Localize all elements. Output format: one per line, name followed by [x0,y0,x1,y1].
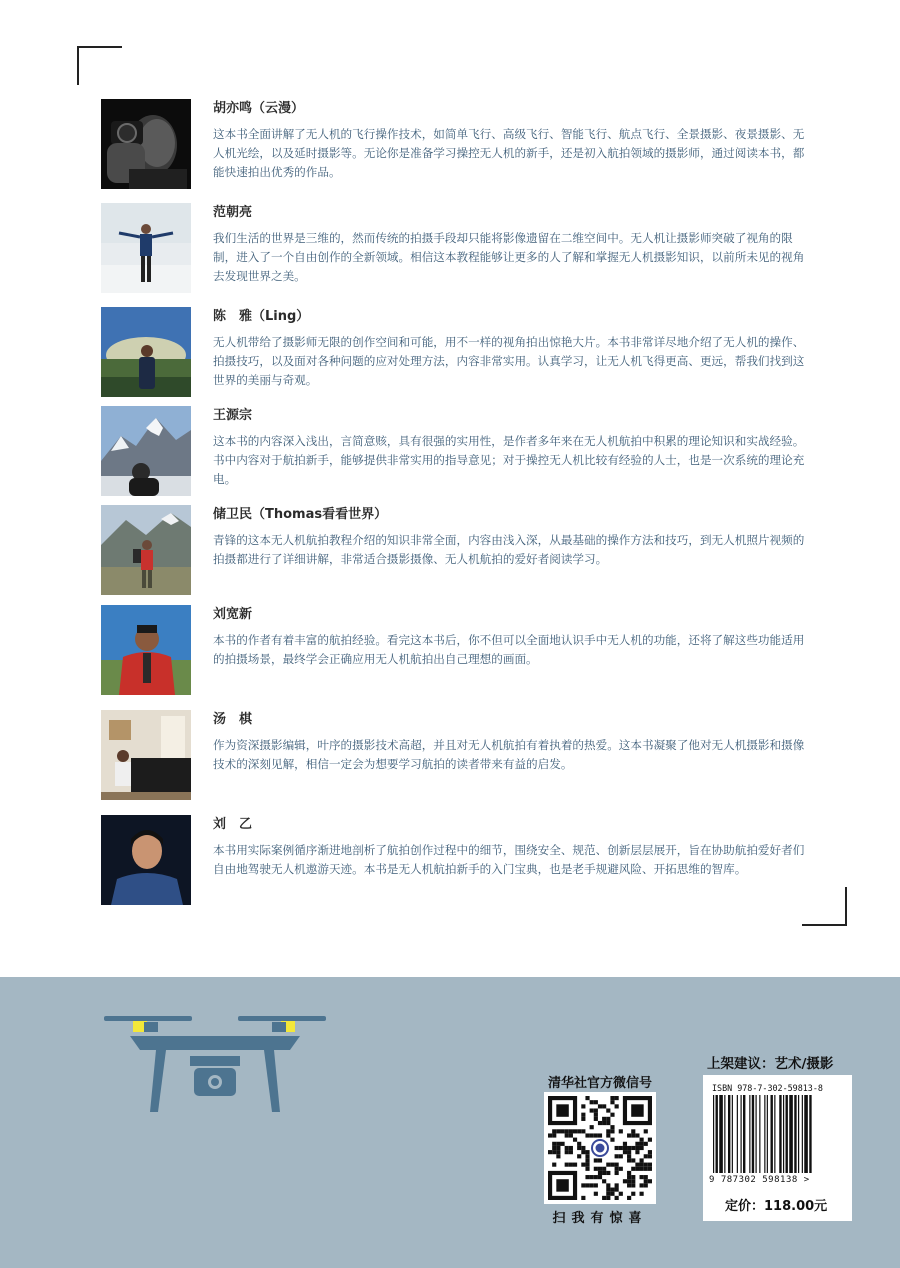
review-text: 无人机带给了摄影师无限的创作空间和可能，用不一样的视角拍出惊艳大片。本书非常详尽地介绍了无人机的操作、拍摄技巧，以及面对各种问题的应对处理方法，内容非常实用。认真学习，让无人机飞得更高、更远，帮我们找到这世界的美丽与奇观。 [213,335,805,387]
corner-mark-top-left [77,46,122,85]
review-text: 青锋的这本无人机航拍教程介绍的知识非常全面，内容由浅入深，从最基础的操作方法和技巧，到无人机照片视频的拍摄都进行了详细讲解，非常适合摄影摄像、无人机航拍的爱好者阅读学习。 [213,533,805,566]
isbn-number: ISBN 978-7-302-59813-8 [712,1083,823,1093]
reviewer-photo [101,99,191,189]
reviewer-name: 陈 雅（Ling） [213,309,310,324]
reviewer-name: 汤 棋 [213,712,253,727]
reviewer-name: 胡亦鸣（云漫） [213,101,305,116]
review-text: 这本书的内容深入浅出，言简意赅，具有很强的实用性，是作者多年来在无人机航拍中积累的理论知识和实战经验。书中内容对于航拍新手，能够提供非常实用的指导意见；对于操控无人机比较有经验的人士，也是一次系统的理论充电。 [213,434,805,486]
review-text: 本书用实际案例循序渐进地剖析了航拍创作过程中的细节，围绕安全、规范、创新层层展开，旨在协助航拍爱好者们自由地驾驶无人机遨游天迹。本书是无人机航拍新手的入门宝典，也是老手规避风险、开拓思维的智库。 [213,843,805,876]
isbn-digits: 9 787302 598138 > [709,1175,810,1185]
price: 定价：118.00元 [725,1199,828,1214]
reviewer-photo [101,406,191,496]
qr-scan-text: 扫我有惊喜 [552,1211,648,1226]
reviewer-name: 王源宗 [213,408,253,423]
corner-mark-bottom-right [802,887,847,926]
reviewer-photo [101,710,191,800]
review-text: 作为资深摄影编辑，叶序的摄影技术高超，并且对无人机航拍有着执着的热爱。这本书凝聚了他对无人机摄影和摄像技术的深刻见解，相信一定会为想要学习航拍的读者带来有益的启发。 [213,738,805,771]
reviewer-name: 刘宽新 [213,607,253,622]
review-text: 这本书全面讲解了无人机的飞行操作技术，如简单飞行、高级飞行、智能飞行、航点飞行、全景摄影、夜景摄影、无人机光绘，以及延时摄影等。无论你是准备学习操控无人机的新手，还是初入航拍领域的摄影师，通过阅读本书，都能快速拍出优秀的作品。 [213,127,805,179]
reviewer-photo [101,307,191,397]
qr-code-icon [544,1092,656,1204]
reviewer-photo [101,605,191,695]
review-text: 我们生活的世界是三维的，然而传统的拍摄手段却只能将影像遗留在二维空间中。无人机让摄影师突破了视角的限制，进入了一个自由创作的全新领域。相信这本教程能够让更多的人了解和掌握无人机摄影知识，以前所未见的视角去发现世界之美。 [213,231,805,283]
reviewer-photo [101,815,191,905]
barcode-icon [711,1095,844,1173]
reviewer-name: 刘 乙 [213,817,253,832]
drone-icon [104,1014,326,1118]
shelf-category: 上架建议：艺术/摄影 [707,1056,834,1072]
qr-caption: 清华社官方微信号 [547,1076,652,1091]
reviewer-name: 储卫民（Thomas看看世界） [213,507,388,522]
isbn-barcode-box [703,1075,852,1221]
reviewer-photo [101,203,191,293]
reviewer-name: 范朝亮 [213,205,253,220]
reviewer-photo [101,505,191,595]
review-text: 本书的作者有着丰富的航拍经验。看完这本书后，你不但可以全面地认识手中无人机的功能，还将了解这些功能适用的拍摄场景，最终学会正确应用无人机航拍出自己理想的画面。 [213,633,805,666]
